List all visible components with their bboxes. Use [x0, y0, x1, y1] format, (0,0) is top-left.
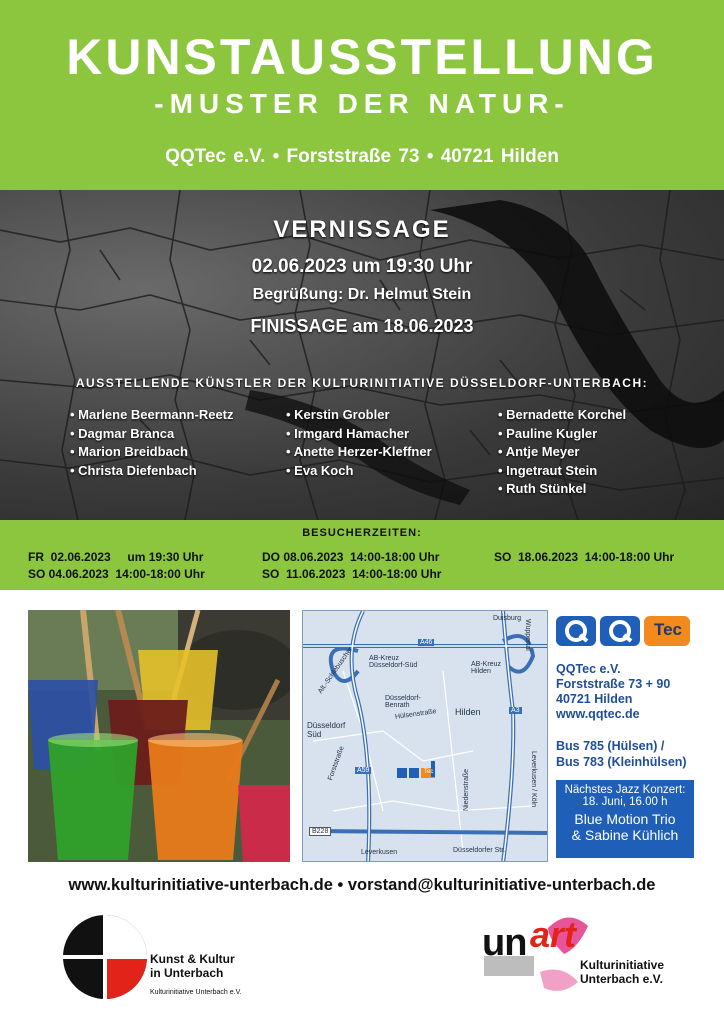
- artist-item: • Ingetraut Stein: [498, 462, 708, 481]
- map-label-forststrasse: Forststraße: [327, 745, 346, 782]
- unart-logo-un: un: [482, 922, 527, 964]
- map-label-niedenstrasse: Niedenstraße: [463, 768, 470, 811]
- vernissage-date: 02.06.2023 um 19:30 Uhr: [251, 256, 473, 277]
- map-label-a46: A46: [420, 639, 433, 646]
- contact-website-link[interactable]: www.qqtec.de: [556, 707, 640, 721]
- map-label-duisburg: Duisburg: [493, 615, 522, 622]
- kunst-kultur-logo: [60, 912, 150, 1007]
- visiting-hours-entry: FR 02.06.2023 um 19:30 Uhr: [28, 550, 204, 564]
- map-label-a3: A3: [511, 707, 520, 714]
- qqtec-logo: [556, 614, 690, 648]
- contact-block: [556, 662, 670, 722]
- qqtec-logo-tec: Tec: [653, 620, 683, 639]
- exhibition-subtitle: -MUSTER DER NATUR-: [154, 88, 570, 119]
- kunst-kultur-line2: in Unterbach: [150, 966, 224, 980]
- visiting-hours-band: [0, 520, 724, 590]
- artist-item: • Anette Herzer-Kleffner: [286, 443, 476, 462]
- venue-address: QQTec e.V. • Forststraße 73 • 40721 Hilden: [165, 146, 559, 167]
- visiting-hours-entry: SO 04.06.2023 14:00-18:00 Uhr: [28, 567, 205, 581]
- paint-cups-photo: [28, 610, 290, 862]
- directions-map: [302, 610, 548, 862]
- map-label-alt-schlebuscher: Alt.-Schlebuscher: [317, 646, 355, 696]
- map-label-benrath: Düsseldorf-Benrath: [385, 695, 421, 709]
- map-label-kreuz-sued: AB-Kreuz Düsseldorf-Süd: [369, 655, 418, 669]
- vernissage-section: [0, 190, 724, 520]
- visiting-hours-title: BESUCHERZEITEN:: [302, 527, 422, 539]
- artist-item: • Antje Meyer: [498, 443, 708, 462]
- unart-logo-art: art: [530, 914, 577, 955]
- map-label-duesseldorf-sued: Düsseldorf Süd: [307, 721, 346, 739]
- jazz-singer: & Sabine Kühlich: [571, 827, 679, 843]
- map-label-duesseldorfer-str: Düsseldorfer Str.: [453, 847, 506, 854]
- finissage-date: FINISSAGE am 18.06.2023: [250, 316, 474, 336]
- map-label-leverkusen-koeln: Leverkusen / Köln: [530, 751, 537, 808]
- artist-item: • Dagmar Branca: [70, 425, 260, 444]
- contact-line: Forststraße 73 + 90: [556, 677, 671, 691]
- map-label-a59: A59: [357, 767, 370, 774]
- map-label-kreuz-hilden: AB-Kreuz Hilden: [471, 661, 501, 675]
- visiting-hours-entry: DO 08.06.2023 14:00-18:00 Uhr: [262, 550, 440, 564]
- bus-line: Bus 785 (Hülsen) /: [556, 739, 665, 753]
- jazz-concert-box: [556, 780, 694, 858]
- vernissage-title: VERNISSAGE: [273, 216, 451, 243]
- map-label-wuppertal: Wuppertal: [524, 619, 531, 651]
- artist-item: • Bernadette Korchel: [498, 406, 708, 425]
- kunst-kultur-small: Kulturinitiative Unterbach e.V.: [150, 989, 242, 996]
- website-email-line[interactable]: www.kulturinitiative-unterbach.de • vorstand@kulturinitiative-unterbach.de: [68, 876, 656, 894]
- vernissage-greeting: Begrüßung: Dr. Helmut Stein: [252, 286, 472, 303]
- contact-line: 40721 Hilden: [556, 692, 633, 706]
- contact-line: QQTec e.V.: [556, 662, 621, 676]
- visiting-hours-entry: SO 18.06.2023 14:00-18:00 Uhr: [494, 550, 675, 564]
- artist-item: • Marion Breidbach: [70, 443, 260, 462]
- bus-info: [556, 738, 687, 770]
- artists-column-3: [498, 406, 708, 499]
- artist-item: • Pauline Kugler: [498, 425, 708, 444]
- kunst-kultur-line1: Kunst & Kultur: [150, 952, 235, 966]
- jazz-heading: Nächstes Jazz Konzert:: [564, 784, 686, 796]
- artists-column-1: [70, 406, 260, 480]
- unart-line2: Unterbach e.V.: [580, 972, 663, 986]
- jazz-date: 18. Juni, 16.00 h: [582, 796, 668, 808]
- artist-item: • Irmgard Hamacher: [286, 425, 476, 444]
- exhibition-title: KUNSTAUSSTELLUNG: [66, 29, 658, 85]
- map-label-leverkusen: Leverkusen: [361, 849, 398, 856]
- unart-text: [580, 958, 664, 986]
- header-banner: [0, 0, 724, 190]
- kunst-kultur-text: [150, 952, 235, 980]
- artists-heading: AUSSTELLENDE KÜNSTLER DER KULTURINITIATIVE DÜSSELDORF-UNTERBACH:: [75, 376, 649, 390]
- artist-item: • Eva Koch: [286, 462, 476, 481]
- unart-line1: Kulturinitiative: [580, 958, 665, 972]
- jazz-band: Blue Motion Trio: [574, 811, 676, 827]
- visiting-hours-entry: SO 11.06.2023 14:00-18:00 Uhr: [262, 567, 442, 581]
- artists-column-2: [286, 406, 476, 480]
- bus-line: Bus 783 (Kleinhülsen): [556, 755, 687, 769]
- artist-item: • Ruth Stünkel: [498, 480, 708, 499]
- artist-item: • Kerstin Grobler: [286, 406, 476, 425]
- map-label-hilden: Hilden: [455, 707, 481, 717]
- map-label-huelsenstrasse: Hülsenstraße: [394, 708, 437, 721]
- artist-item: • Marlene Beermann-Reetz: [70, 406, 260, 425]
- artist-item: • Christa Diefenbach: [70, 462, 260, 481]
- map-label-b228: B228: [309, 827, 331, 836]
- map-qqtec-marker: Tec: [424, 769, 434, 775]
